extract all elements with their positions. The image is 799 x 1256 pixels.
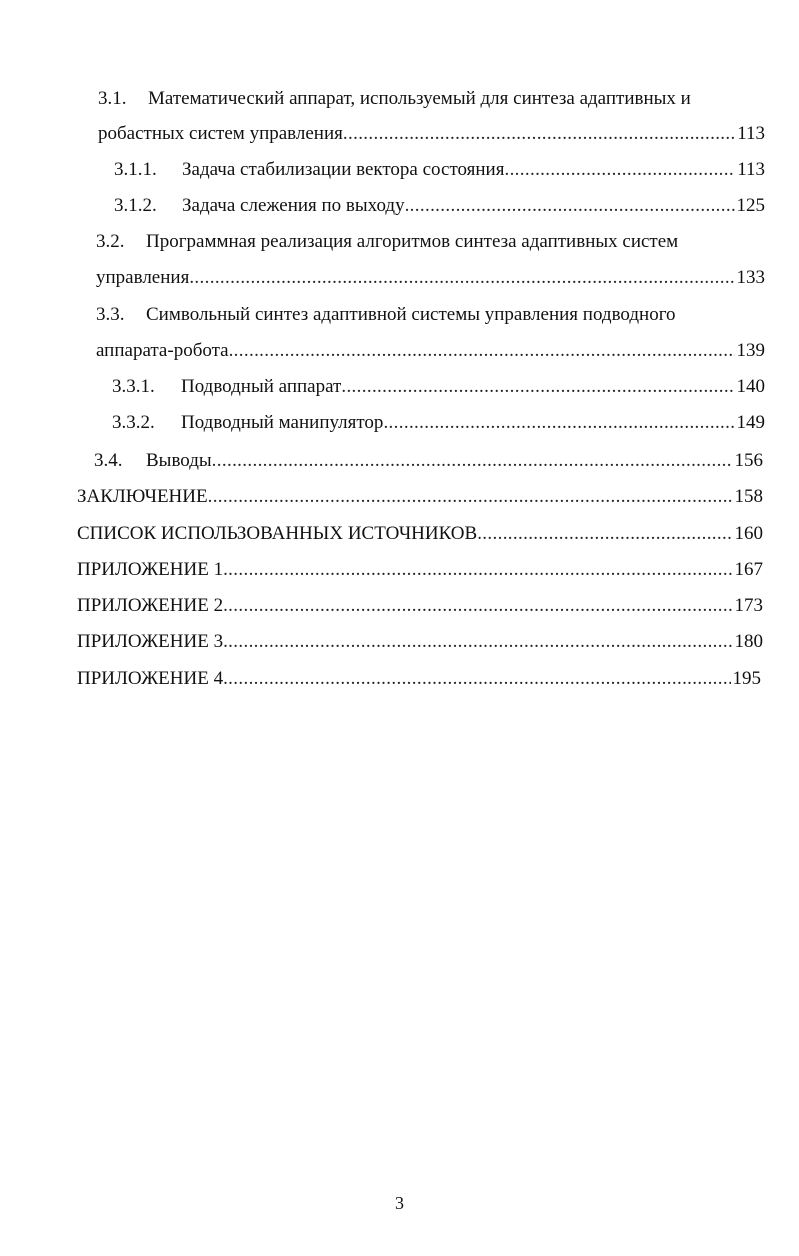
section-title: ПРИЛОЖЕНИЕ 4 (77, 668, 224, 689)
section-number: 3.1.1. (114, 159, 157, 180)
toc-entry-3-3-1[interactable] (0, 372, 799, 402)
toc-entry-3-2-cont[interactable] (0, 263, 799, 293)
section-number: 3.4. (94, 450, 123, 471)
page-ref: 156 (734, 450, 763, 471)
section-title: Задача стабилизации вектора состояния (182, 159, 505, 180)
page-ref: 140 (736, 376, 765, 397)
page-ref: 173 (734, 595, 763, 616)
section-title: ЗАКЛЮЧЕНИЕ (77, 486, 208, 507)
section-title-cont: аппарата-робота (96, 340, 229, 361)
toc-entry-conclusion[interactable] (0, 482, 799, 512)
page-ref: 139 (736, 340, 765, 361)
dot-leader (343, 119, 735, 149)
dot-leader (212, 446, 733, 476)
toc-entry-3-1-1[interactable] (0, 155, 799, 185)
dot-leader (223, 591, 732, 621)
toc-entry-3-2[interactable] (0, 227, 799, 257)
page-ref: 133 (736, 267, 765, 288)
page-ref: 113 (737, 159, 765, 180)
dot-leader (208, 482, 733, 512)
dot-leader (223, 555, 732, 585)
section-title: Символьный синтез адаптивной системы управления подводного (146, 304, 676, 325)
page-ref: 113 (737, 123, 765, 144)
page-ref: 160 (734, 523, 763, 544)
section-number: 3.1. (98, 88, 127, 109)
toc-entry-3-4[interactable] (0, 446, 799, 476)
toc-entry-appendix-1[interactable] (0, 555, 799, 585)
page-ref: 180 (734, 631, 763, 652)
section-title: ПРИЛОЖЕНИЕ 2 (77, 595, 224, 616)
dot-leader (477, 519, 732, 549)
toc-entry-3-3[interactable] (0, 300, 799, 330)
toc-entry-appendix-2[interactable] (0, 591, 799, 621)
page-number: 3 (395, 1193, 404, 1213)
page-ref: 167 (734, 559, 763, 580)
page-ref: 125 (736, 195, 765, 216)
page-ref: 158 (734, 486, 763, 507)
dot-leader (341, 372, 734, 402)
dot-leader (383, 408, 734, 438)
dot-leader (504, 155, 735, 185)
page-ref: 149 (736, 412, 765, 433)
section-number: 3.2. (96, 231, 125, 252)
section-title: ПРИЛОЖЕНИЕ 3 (77, 631, 224, 652)
toc-entry-3-1-cont[interactable] (0, 119, 799, 149)
section-title: ПРИЛОЖЕНИЕ 1 (77, 559, 224, 580)
section-title: Математический аппарат, используемый для синтеза адаптивных и (148, 88, 691, 109)
section-title-cont: робастных систем управления (98, 123, 343, 144)
toc-entry-3-3-2[interactable] (0, 408, 799, 438)
section-title: СПИСОК ИСПОЛЬЗОВАННЫХ ИСТОЧНИКОВ (77, 523, 478, 544)
section-number: 3.3.2. (112, 412, 155, 433)
toc-entry-references[interactable] (0, 519, 799, 549)
section-title: Подводный манипулятор (181, 412, 384, 433)
dot-leader (223, 627, 732, 657)
section-title: Выводы (146, 450, 212, 471)
section-title: Программная реализация алгоритмов синтеза адаптивных систем (146, 231, 679, 252)
toc-entry-3-1-2[interactable] (0, 191, 799, 221)
toc-entry-3-3-cont[interactable] (0, 336, 799, 366)
page-ref: 195 (732, 668, 761, 689)
dot-leader (189, 263, 734, 293)
toc-entry-appendix-4[interactable] (0, 664, 799, 694)
toc-entry-appendix-3[interactable] (0, 627, 799, 657)
section-title-cont: управления (96, 267, 190, 288)
section-number: 3.3. (96, 304, 125, 325)
dot-leader (229, 336, 735, 366)
dot-leader (223, 664, 730, 694)
section-number: 3.3.1. (112, 376, 155, 397)
section-title: Задача слежения по выходу (182, 195, 405, 216)
section-title: Подводный аппарат (181, 376, 342, 397)
section-number: 3.1.2. (114, 195, 157, 216)
toc-entry-3-1[interactable] (0, 84, 799, 114)
dot-leader (405, 191, 735, 221)
